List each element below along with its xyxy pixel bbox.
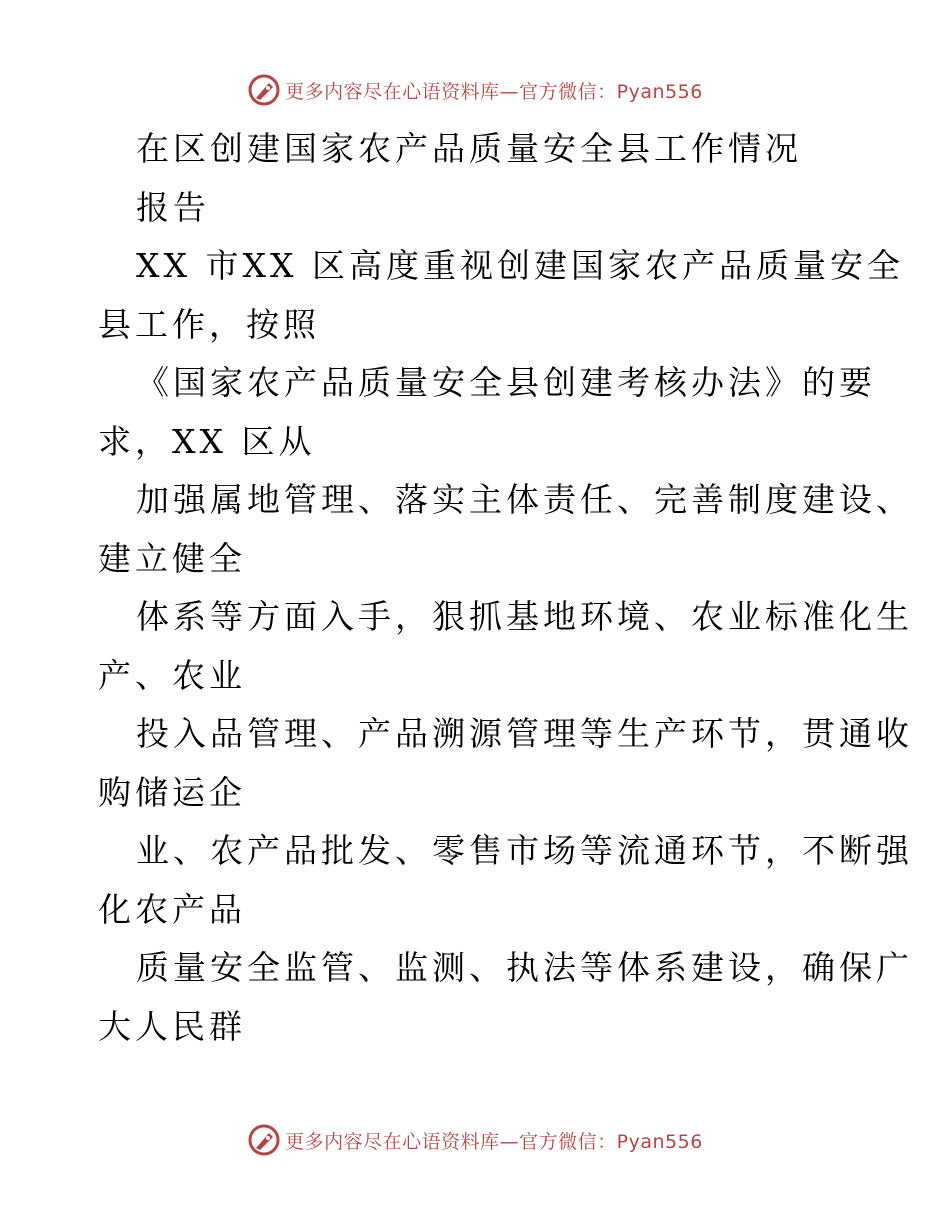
document-body (98, 120, 913, 1056)
paragraph-line: 大人民群 (98, 1006, 246, 1046)
paragraph-line: 投入品管理、产品溯源管理等生产环节，贯通收 (136, 714, 913, 753)
paragraph-line: 建立健全 (98, 538, 246, 578)
header-watermark (0, 70, 950, 110)
paragraph-line: 产、农业 (98, 655, 246, 695)
paragraph-line: 质量安全监管、监测、执法等体系建设，确保广 (136, 948, 913, 987)
paragraph-line: 购储运企 (98, 772, 246, 812)
paragraph-line: 《国家农产品质量安全县创建考核办法》的要 (136, 363, 876, 402)
paragraph-line: 业、农产品批发、零售市场等流通环节，不断强 (136, 831, 913, 870)
pen-nib-seal-icon (247, 73, 281, 107)
watermark-text: 更多内容尽在心语资料库—官方微信：Pyan556 (285, 80, 703, 103)
paragraph-line: XX 市XX 区高度重视创建国家农产品质量安全 (136, 246, 904, 285)
paragraph-line: 加强属地管理、落实主体责任、完善制度建设、 (136, 480, 913, 519)
paragraph-line: 体系等方面入手，狠抓基地环境、农业标准化生 (136, 597, 913, 636)
pen-nib-seal-icon (247, 1123, 281, 1157)
footer-watermark (0, 1120, 950, 1160)
paragraph-line: 在区创建国家农产品质量安全县工作情况 (136, 129, 802, 168)
watermark-text: 更多内容尽在心语资料库—官方微信：Pyan556 (285, 1130, 703, 1153)
paragraph-line: 求，XX 区从 (98, 421, 316, 461)
paragraph-line: 县工作，按照 (98, 304, 320, 344)
paragraph-line: 报告 (136, 187, 210, 227)
paragraph-line: 化农产品 (98, 889, 246, 929)
